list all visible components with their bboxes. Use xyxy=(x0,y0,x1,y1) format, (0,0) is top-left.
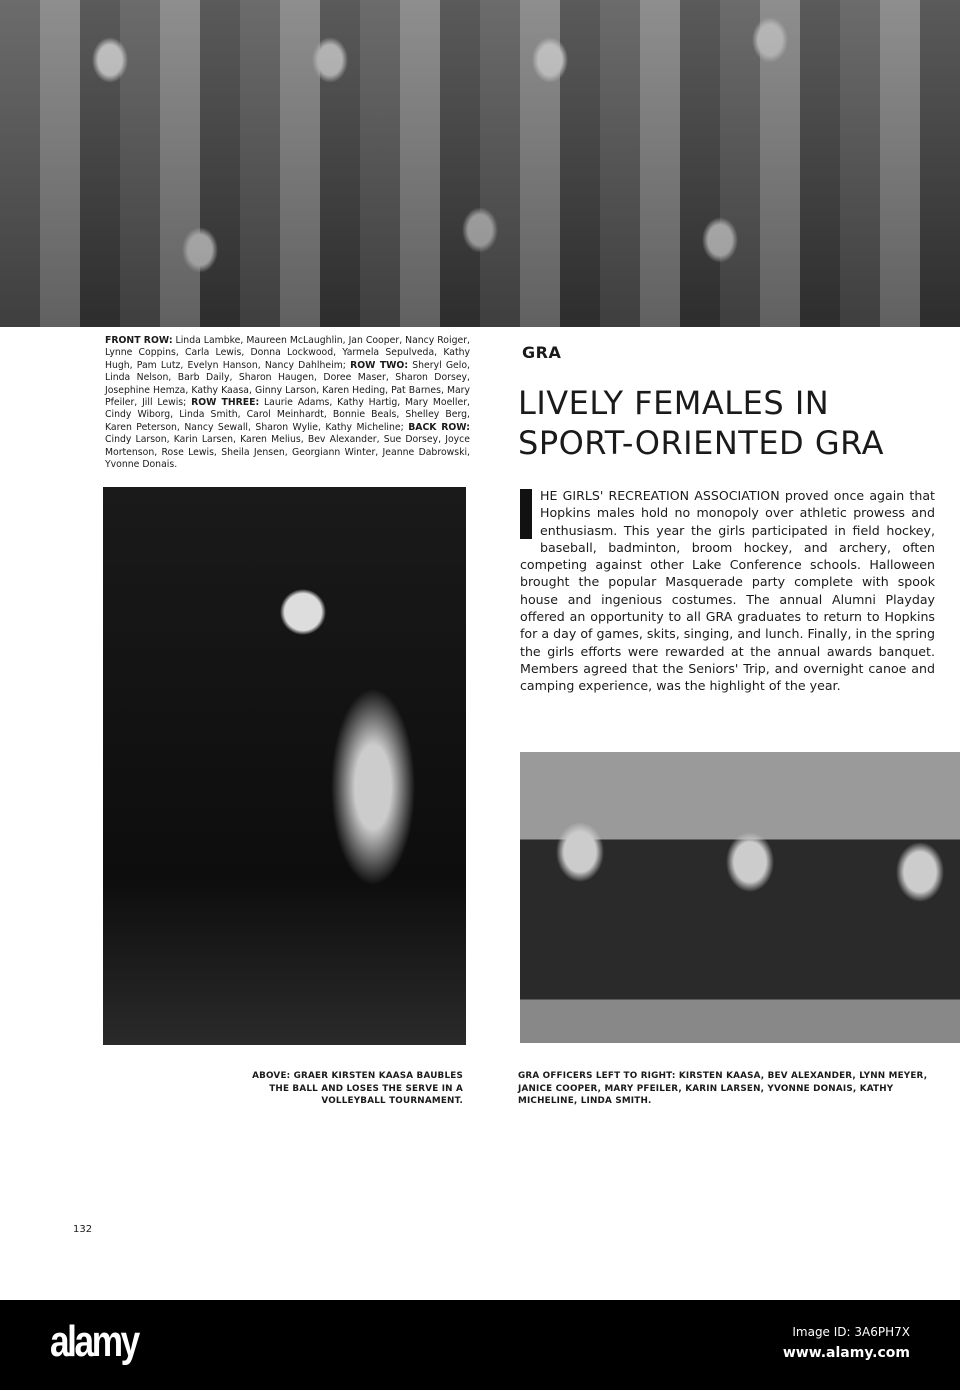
image-id: Image ID: 3A6PH7X xyxy=(792,1325,910,1339)
row-three-names: Laurie Adams, Kathy Hartig, Mary Moeller, Cindy Wiborg, Linda Smith, Carol Meinhardt, Bonnie Beals, Shelley Berg, Karen Peterson, Nancy Sewall, Sharon Wylie, Kathy Micheline; xyxy=(105,397,470,433)
watermark-bar xyxy=(0,1300,960,1390)
officers-caption: GRA OFFICERS LEFT TO RIGHT: KIRSTEN KAASA, BEV ALEXANDER, LYNN MEYER, JANICE COOPER, MARY PFEILER, KARIN LARSEN, YVONNE DONAIS, KATHY MICHELINE, LINDA SMITH. xyxy=(518,1071,928,1107)
back-row-label: BACK ROW: xyxy=(408,421,470,433)
alamy-logo: alamy xyxy=(50,1317,138,1366)
back-row-names: Cindy Larson, Karin Larsen, Karen Melius, Bev Alexander, Sue Dorsey, Joyce Mortenson, Rose Lewis, Sheila Jensen, Georgiann Winter, Jeanne Dabrowski, Yvonne Donais. xyxy=(105,434,470,471)
front-row-names: Linda Lambke, Maureen McLaughlin, Jan Cooper, Nancy Roiger, Lynne Coppins, Carla Lewis, Donna Lockwood, Yarmela Sepulveda, Kathy Hugh, Pam Lutz, Evelyn Hanson, Nancy Dahlheim; xyxy=(105,335,470,371)
drop-cap-t xyxy=(520,489,532,539)
page-number: 132 xyxy=(73,1224,93,1235)
headline: LIVELY FEMALES IN SPORT-ORIENTED GRA xyxy=(518,384,884,462)
article-body-text: HE GIRLS' RECREATION ASSOCIATION proved once again that Hopkins males hold no monopoly over athletic prowess and enthusiasm. This year the girls participated in field hockey, baseball, badminton, broom hockey, and archery, often competing against other Lake Conference schools. Halloween brought the popular Masquerade party complete with spook house and ingenious costumes. The annual Alumni Playday offered an opportunity to all GRA graduates to return to Hopkins for a day of games, skits, singing, and lunch. Finally, in the spring the girls efforts were rewarded at the annual awards banquet. Members agreed that the Seniors' Trip, and overnight canoe and camping experience, was the highlight of the year. xyxy=(520,488,935,694)
watermark-url: www.alamy.com xyxy=(782,1345,910,1361)
section-label: GRA xyxy=(522,343,562,362)
front-row-label: FRONT ROW: xyxy=(105,335,173,346)
row-three-label: ROW THREE: xyxy=(191,397,260,409)
volleyball-photo xyxy=(103,487,466,1045)
group-photo xyxy=(0,0,960,327)
row-two-names: Sheryl Gelo, Linda Nelson, Barb Daily, Sharon Haugen, Doree Maser, Sharon Dorsey, Josephine Hemza, Kathy Kaasa, Ginny Larson, Karen Heding, Pat Barnes, Mary Pfeiler, Jill Lewis; xyxy=(105,359,470,409)
article-body xyxy=(520,487,935,695)
officers-photo xyxy=(520,752,960,1043)
volleyball-caption: ABOVE: GRAER KIRSTEN KAASA BAUBLES THE BALL AND LOSES THE SERVE IN A VOLLEYBALL TOURNAMENT. xyxy=(252,1071,463,1107)
roster-caption xyxy=(105,335,470,471)
row-two-label: ROW TWO: xyxy=(350,359,409,371)
